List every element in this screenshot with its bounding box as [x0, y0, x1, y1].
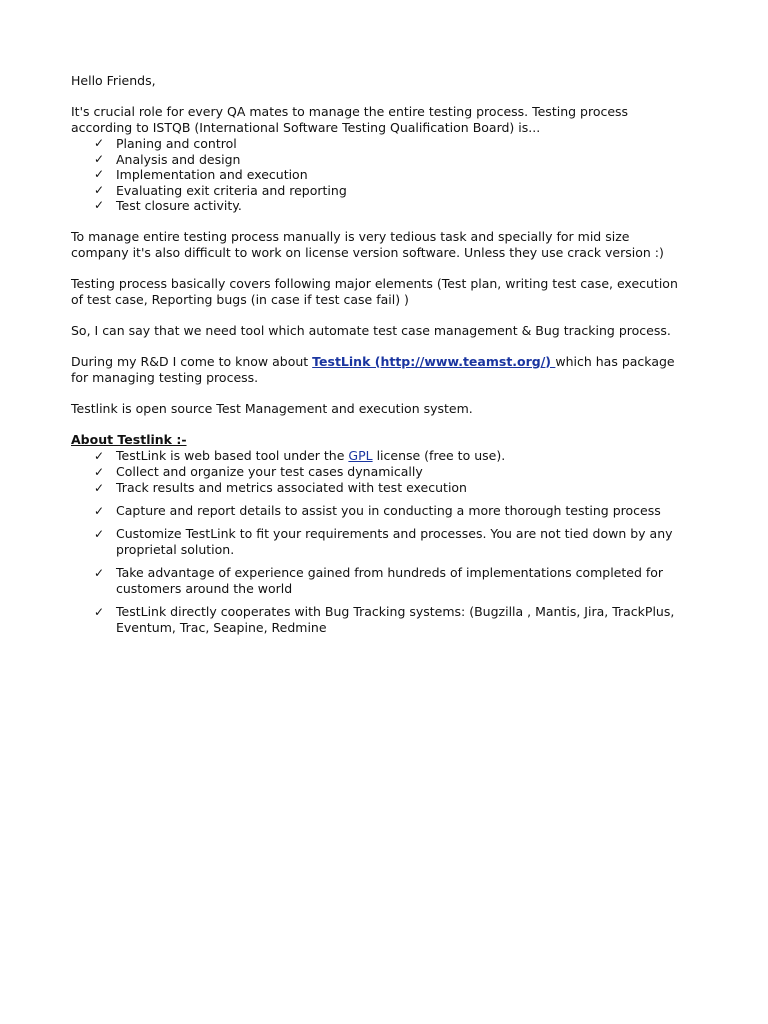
- list-item: ✓ TestLink directly cooperates with Bug Tracking systems: (Bugzilla , Mantis, Jira, TrackPlus, Eventum, Trac, Seapine, Redmine: [94, 603, 675, 635]
- testlink-link[interactable]: TestLink (http://www.teamst.org/): [312, 353, 556, 369]
- checkmark-icon: ✓: [94, 198, 105, 212]
- elements-paragraph: Testing process basically covers following major elements (Test plan, writing test case, execution of test case, Reporting bugs (in case if test case fail) ): [71, 275, 678, 307]
- checkmark-icon: ✓: [94, 503, 105, 518]
- rnd-paragraph: During my R&D I come to know about TestLink (http://www.teamst.org/) which has package for managing testing process.: [71, 353, 675, 385]
- process-steps-list: [71, 136, 711, 214]
- checkmark-icon: ✓: [94, 448, 105, 463]
- list-item: ✓ Take advantage of experience gained from hundreds of implementations completed for customers around the world: [94, 564, 664, 596]
- about-list: [71, 448, 711, 636]
- list-item: ✓ Planing and control: [94, 136, 237, 151]
- greeting: Hello Friends,: [71, 73, 156, 88]
- intro-paragraph: [71, 104, 711, 136]
- manual-paragraph: To manage entire testing process manually is very tedious task and specially for mid size company it's also difficult to work on license version software. Unless they use crack version :): [71, 228, 664, 260]
- list-item: ✓ Test closure activity.: [94, 198, 242, 213]
- list-item: ✓ Customize TestLink to fit your requirements and processes. You are not tied down by any proprietal solution.: [94, 525, 673, 557]
- checkmark-icon: ✓: [94, 167, 105, 181]
- list-item: ✓ Evaluating exit criteria and reporting: [94, 182, 347, 198]
- list-item: ✓ Capture and report details to assist you in conducting a more thorough testing process: [94, 502, 661, 518]
- checkmark-icon: ✓: [94, 464, 105, 479]
- list-item: ✓ Analysis and design: [94, 151, 241, 167]
- testlink-paragraph: Testlink is open source Test Management and execution system.: [71, 400, 473, 416]
- checkmark-icon: ✓: [94, 565, 105, 580]
- checkmark-icon: ✓: [94, 480, 105, 495]
- about-heading: About Testlink :-: [71, 431, 187, 447]
- intro-line-1: It's crucial role for every QA mates to manage the entire testing process. Testing process: [71, 104, 629, 119]
- checkmark-icon: ✓: [94, 136, 105, 150]
- checkmark-icon: ✓: [94, 182, 105, 197]
- checkmark-icon: ✓: [94, 151, 105, 166]
- checkmark-icon: ✓: [94, 526, 105, 541]
- list-item: ✓ Implementation and execution: [94, 167, 308, 182]
- document-body: [71, 73, 711, 636]
- tool-paragraph: So, I can say that we need tool which automate test case management & Bug tracking process.: [71, 322, 671, 338]
- list-item: ✓ TestLink is web based tool under the GPL license (free to use).: [94, 447, 506, 463]
- gpl-link[interactable]: GPL: [348, 447, 373, 463]
- checkmark-icon: ✓: [94, 604, 105, 619]
- intro-line-2: according to ISTQB (International Software Testing Qualification Board) is...: [71, 120, 541, 135]
- list-item: ✓ Track results and metrics associated with test execution: [94, 479, 467, 495]
- list-item: ✓ Collect and organize your test cases dynamically: [94, 463, 423, 479]
